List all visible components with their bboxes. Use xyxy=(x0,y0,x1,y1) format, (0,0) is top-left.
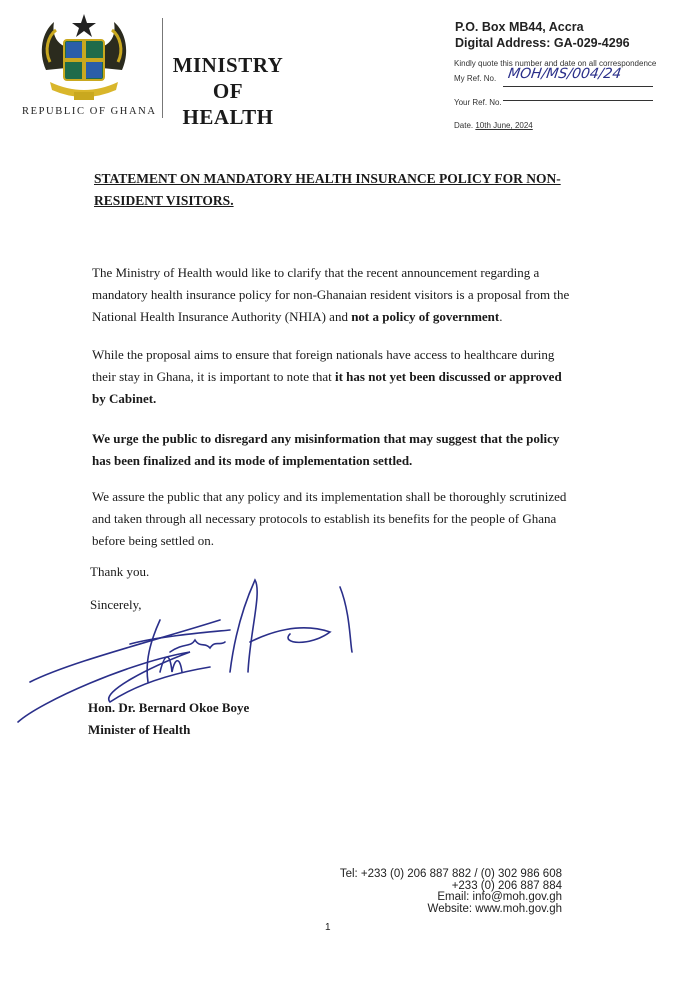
date-line xyxy=(454,121,533,130)
your-ref-label: Your Ref. No. xyxy=(454,98,502,107)
footer-tel-1: Tel: +233 (0) 206 887 882 / (0) 302 986 608 xyxy=(339,868,562,880)
paragraph-3: We urge the public to disregard any misinformation that may suggest that the policy has been finalized and its mode of implementation settled. xyxy=(92,431,560,468)
signatory-title: Minister of Health xyxy=(88,722,191,737)
footer-contacts xyxy=(340,869,562,915)
paragraph-2 xyxy=(92,344,572,410)
paragraph-1 xyxy=(92,262,572,328)
footer-website: Website: www.moh.gov.gh xyxy=(427,902,562,915)
my-ref-line xyxy=(503,86,653,87)
paragraph-4: We assure the public that any policy and its implementation shall be thoroughly scrutinized and taken through all necessary protocols to establish its benefits for the people of Ghana before being settled on. xyxy=(92,489,567,548)
letterhead-divider xyxy=(162,18,163,118)
address-block xyxy=(455,19,630,51)
date-value: 10th June, 2024 xyxy=(475,121,533,130)
ministry-name xyxy=(168,52,288,130)
po-box: P.O. Box MB44, Accra xyxy=(455,20,584,34)
my-ref-value: MOH/MS/004/24 xyxy=(506,66,623,82)
date-label: Date. xyxy=(454,121,474,130)
your-ref-line xyxy=(503,100,653,101)
ministry-line-3: HEALTH xyxy=(182,105,274,129)
closing-thanks: Thank you. xyxy=(90,564,150,579)
paragraph-2-text: While the proposal aims to ensure that foreign nationals have access to healthcare during their stay in Ghana, it is important to note that xyxy=(92,347,555,384)
closing-sincerely: Sincerely, xyxy=(90,597,142,612)
document-title: STATEMENT ON MANDATORY HEALTH INSURANCE POLICY FOR NON-RESIDENT VISITORS. xyxy=(94,171,561,208)
republic-of-ghana-label: REPUBLIC OF GHANA xyxy=(22,106,157,117)
my-ref-label: My Ref. No. xyxy=(454,74,497,83)
paragraph-1-end: . xyxy=(499,309,503,324)
digital-address: Digital Address: GA-029-4296 xyxy=(455,36,630,50)
footer-email: Email: info@moh.gov.gh xyxy=(437,891,562,903)
paragraph-1-emphasis: not a policy of government xyxy=(351,309,500,324)
quote-note: Kindly quote this number and date on all correspondence xyxy=(454,59,657,68)
paragraph-1-text: The Ministry of Health would like to clarify that the recent announcement regarding a mandatory health insurance policy for non-Ghanaian resident visitors is a proposal from the National Health Insurance Authority (NHIA) and xyxy=(92,265,570,324)
ghana-coat-of-arms-icon xyxy=(36,12,132,104)
ministry-line-2: OF xyxy=(212,79,244,103)
ministry-line-1: MINISTRY xyxy=(172,53,284,77)
page-number: 1 xyxy=(325,922,331,933)
signatory-name: Hon. Dr. Bernard Okoe Boye xyxy=(88,700,250,715)
paragraph-2-emphasis: it has not yet been discussed or approved by Cabinet. xyxy=(92,369,562,406)
footer-tel-2: +233 (0) 206 887 884 xyxy=(451,879,562,892)
